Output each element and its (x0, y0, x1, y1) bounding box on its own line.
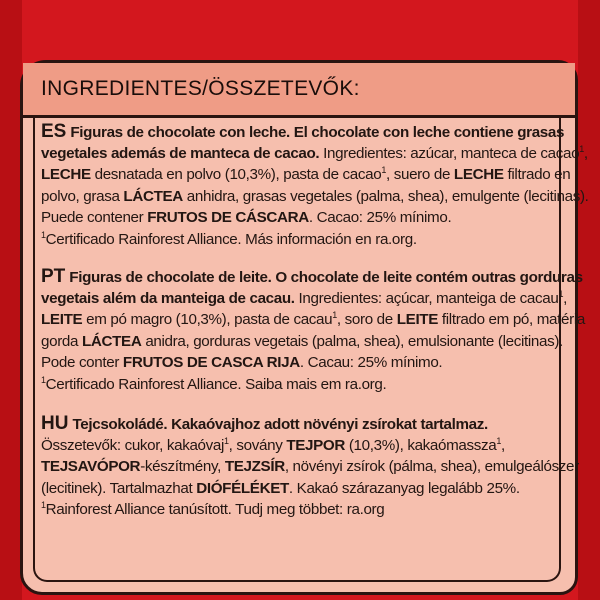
es-line-3-end: filtrado en (503, 166, 571, 183)
es-line-4-end: anhidra, grasas vegetales (palma, shea), emulgente (lecitinas). (182, 187, 589, 205)
hu-allergen-tejpor: TEJPOR (286, 436, 345, 454)
pt-certification: Certificado Rainforest Alliance. Saiba mais em ra.org. (45, 375, 387, 393)
hu-allergen-nuts: DIÓFÉLÉKET (196, 479, 289, 497)
language-code-hu: HU (41, 413, 69, 434)
footnote-mark: 1 (41, 374, 46, 385)
right-red-edge (578, 0, 600, 600)
section-es (41, 121, 589, 250)
es-line-2: Ingredientes: azúcar, manteca de cacao (319, 144, 580, 162)
pt-allergen-leite-2: LEITE (396, 311, 439, 328)
section-hu (41, 413, 579, 521)
es-allergen-leche: LECHE (41, 166, 91, 183)
pt-line-3-end: filtrado em pó, matéria (438, 311, 585, 328)
footnote-mark: 1 (496, 435, 501, 446)
footnote-mark: 1 (381, 164, 386, 175)
es-certification: Certificado Rainforest Alliance. Más información en ra.org. (45, 230, 417, 248)
pt-line-5: Pode conter (41, 354, 123, 371)
hu-line-2-comma: , (500, 436, 505, 454)
es-line-5-end: . Cacao: 25% mínimo. (308, 209, 452, 226)
footnote-mark: 1 (41, 229, 46, 240)
footnote-mark: 1 (579, 143, 584, 154)
footnote-mark: 1 (224, 435, 229, 446)
pt-line-4: gorda (41, 332, 82, 350)
hu-certification: Rainforest Alliance tanúsított. Tudj meg többet: ra.org (45, 501, 385, 518)
heading-strip (23, 63, 575, 118)
es-line-5: Puede contener (41, 209, 148, 226)
hu-line-3: -készítmény, (140, 458, 225, 475)
hu-line-3-end: , növényi zsírok (pálma, shea), emulgeálószer (284, 458, 579, 475)
hu-line-1: Tejcsokoládé. Kakaóvajhoz adott növényi zsírokat tartalmaz. (72, 416, 488, 433)
left-red-edge (0, 0, 22, 600)
section-pt: PT Figuras de chocolate de leite. O chocolate de leite contém outras gorduras vegetais além da manteiga de cacau. Ingredientes: açúcar, manteiga de cacau$^1$, LEITE em pó magro (10,3%), pasta de cacau$^1$, soro de LEITE filtrado em pó, matéria gorda LÁCTEA anidra, gorduras vegetais (palma, shea), emulsionante (lecitinas). Pode conter FRUTOS DE CASCA RIJA. Cacau: 25% mínimo. $^1$Certificado Rainforest Alliance. Saiba mais em ra.org. (41, 266, 585, 393)
language-code-pt: PT (41, 266, 66, 287)
es-allergen-nuts: FRUTOS DE CÁSCARA (147, 209, 309, 226)
es-line-4: polvo, grasa (41, 187, 124, 205)
hu-line-2: Összetevők: cukor, kakaóvaj (41, 436, 225, 454)
pt-allergen-lactea: LÁCTEA (81, 332, 142, 350)
es-line-2-bold: vegetales además de manteca de cacao. (41, 144, 320, 162)
pt-line-5-end: . Cacau: 25% mínimo. (299, 354, 443, 371)
footnote-mark: 1 (558, 288, 564, 299)
pt-line-2-bold: vegetais além da manteiga de cacau. (41, 289, 295, 307)
pt-line-1: Figuras de chocolate de leite. O chocolate de leite contém outras gorduras (69, 269, 583, 286)
ingredients-heading: INGREDIENTES/ÖSSZETEVŐK: (41, 77, 360, 100)
language-code-es: ES (41, 121, 67, 142)
hu-allergen-tejsavopor: TEJSAVÓPOR (41, 458, 141, 475)
footnote-mark: 1 (41, 499, 46, 510)
pt-line-3: em pó magro (10,3%), pasta de cacau (82, 311, 333, 328)
es-allergen-leche-2: LECHE (453, 166, 504, 183)
footnote-mark: 1 (332, 309, 337, 320)
hu-line-4: (lecitinek). Tartalmazhat (41, 479, 197, 497)
es-line-3-mid: , suero de (386, 166, 454, 183)
pt-allergen-nuts: FRUTOS DE CASCA RIJA (122, 354, 300, 371)
pt-line-4-end: anidra, gorduras vegetais (palma, shea), emulsionante (lecitinas). (141, 332, 563, 350)
es-line-3: desnatada en polvo (10,3%), pasta de cacao (90, 166, 382, 183)
ingredients-label-panel (20, 60, 589, 595)
es-allergen-lactea: LÁCTEA (123, 187, 183, 205)
pt-allergen-leite: LEITE (41, 311, 83, 328)
hu-line-2-end: (10,3%), kakaómassza (344, 436, 497, 454)
pt-line-2: Ingredientes: açúcar, manteiga de cacau (294, 289, 559, 307)
hu-allergen-tejzsir: TEJZSÍR (224, 458, 285, 475)
hu-line-2-mid: , sovány (228, 436, 287, 454)
hu-line-4-end: . Kakaó szárazanyag legalább 25%. (288, 479, 520, 497)
pt-line-3-mid: , soro de (336, 311, 397, 328)
es-line-1: Figuras de chocolate con leche. El chocolate con leche contiene grasas (70, 124, 565, 141)
